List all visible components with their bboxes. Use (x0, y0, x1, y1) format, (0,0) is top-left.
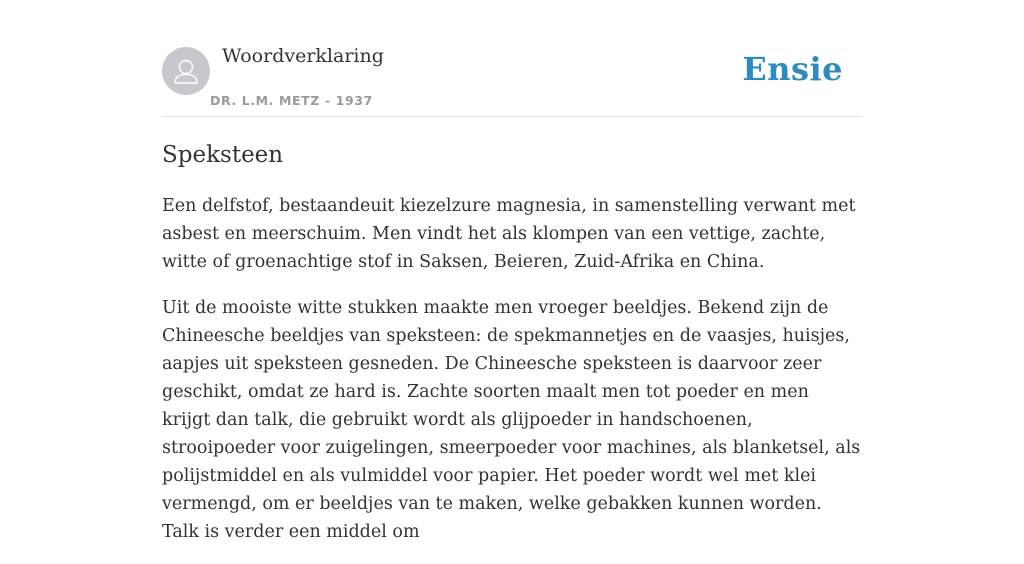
article-paragraph: Uit de mooiste witte stukken maakte men vroeger beeldjes. Bekend zijn de Chineesche beeldjes van speksteen: de spekmannetjes en de vaasjes, huisjes, aapjes uit speksteen gesneden. De Chineesche speksteen is daarvoor zeer geschikt, omdat ze hard is. Zachte soorten maalt men tot poeder en men krijgt dan talk, die gebruikt wordt als glijpoeder in handschoenen, strooipoeder voor zuigelingen, smeerpoeder voor machines, als blanketsel, als polijstmiddel en als vulmiddel voor papier. Het poeder wordt wel met klei vermengd, om er beeldjes van te maken, welke gebakken kunnen worden. Talk is verder een middel om (162, 298, 861, 542)
source-header (162, 0, 862, 117)
article-paragraph: Een delfstof, bestaandeuit kiezelzure magnesia, in samenstelling verwant met asbest en meerschuim. Men vindt het als klompen van een vettige, zachte, witte of groenachtige stof in Saksen, Beieren, Zuid-Afrika en China. (162, 196, 856, 272)
article (162, 138, 862, 564)
author-avatar[interactable] (162, 47, 210, 95)
source-author-year: DR. L.M. METZ - 1937 (210, 93, 373, 108)
user-icon (162, 47, 210, 95)
article-title: Speksteen (162, 142, 284, 168)
source-title[interactable]: Woordverklaring (222, 45, 384, 67)
ensie-logo[interactable]: Ensie (742, 50, 843, 88)
